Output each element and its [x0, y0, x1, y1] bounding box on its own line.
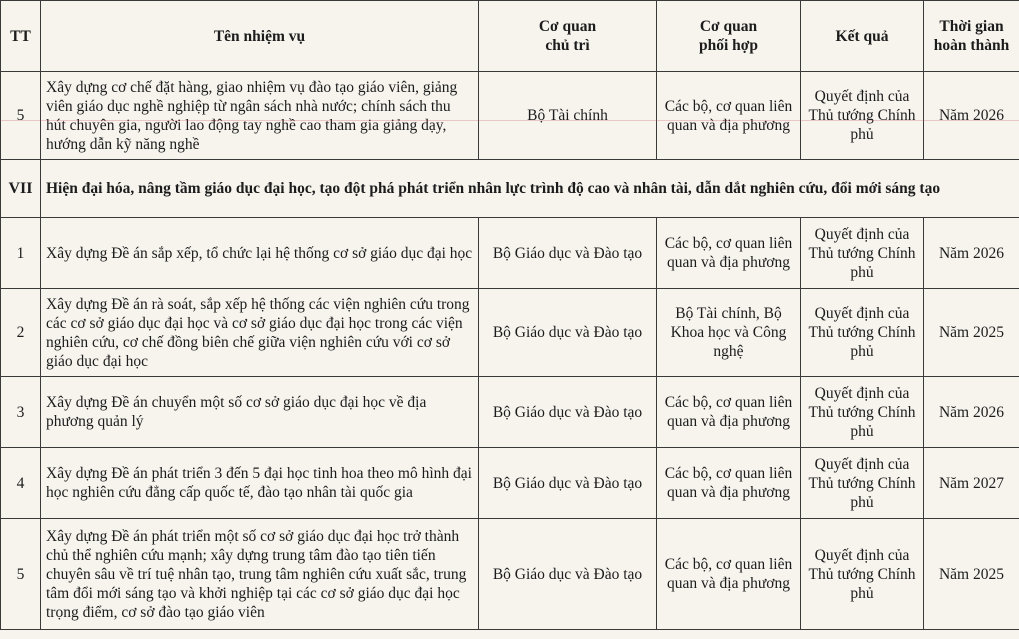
- header-tt: TT: [1, 1, 41, 72]
- header-phoihop-line1: Cơ quan: [699, 18, 758, 35]
- row-tt: 5: [1, 519, 41, 630]
- header-thoigian: [924, 1, 1019, 72]
- row-task-name: Xây dựng Đề án phát triển một số cơ sở giáo dục đại học trở thành chủ thể nghiên cứu mạnh; xây dựng trung tâm đào tạo tiên tiến chuyên sâu về trí tuệ nhân tạo, trung tâm nghiên cứu xuất sắc, trung tâm đổi mới sáng tạo và khởi nghiệp tại các cơ sở giáo dục đại học trọng điểm, cơ sở đào tạo giáo viên: [41, 519, 479, 630]
- header-row: [1, 1, 1019, 72]
- row-chutri: Bộ Giáo dục và Đào tạo: [479, 448, 657, 519]
- row-ketqua: Quyết định của Thủ tướng Chính phủ: [801, 377, 924, 448]
- table-row: [1, 519, 1019, 630]
- table-row: [1, 218, 1019, 289]
- header-chutri: [479, 1, 657, 72]
- table-row: [1, 377, 1019, 448]
- row-tt: 4: [1, 448, 41, 519]
- row-phoihop: Bộ Tài chính, Bộ Khoa học và Công nghệ: [657, 289, 801, 377]
- row-chutri: Bộ Tài chính: [479, 72, 657, 160]
- row-phoihop: Các bộ, cơ quan liên quan và địa phương: [657, 448, 801, 519]
- row-ketqua: Quyết định của Thủ tướng Chính phủ: [801, 218, 924, 289]
- row-task-name: Xây dựng Đề án sắp xếp, tổ chức lại hệ thống cơ sở giáo dục đại học: [41, 218, 479, 289]
- table-row: [1, 72, 1019, 160]
- table-row: [1, 289, 1019, 377]
- scan-artifact-line: [0, 120, 1019, 121]
- row-task-name: Xây dựng Đề án rà soát, sắp xếp hệ thống các viện nghiên cứu trong các cơ sở giáo dục đại học và cơ sở giáo dục đại học trong các viện nghiên cứu, cơ chế đồng biên chế giữa viện nghiên cứu với cơ sở giáo dục đại học: [41, 289, 479, 377]
- header-chutri-line1: Cơ quan: [538, 18, 597, 35]
- row-chutri: Bộ Giáo dục và Đào tạo: [479, 519, 657, 630]
- row-task-name: Xây dựng Đề án phát triển 3 đến 5 đại học tinh hoa theo mô hình đại học nghiên cứu đẳng cấp quốc tế, đào tạo nhân tài quốc gia: [41, 448, 479, 519]
- row-tt: 3: [1, 377, 41, 448]
- row-ketqua: Quyết định của Thủ tướng Chính phủ: [801, 519, 924, 630]
- section-row: [1, 160, 1019, 218]
- row-task-name: Xây dựng Đề án chuyển một số cơ sở giáo dục đại học về địa phương quản lý: [41, 377, 479, 448]
- header-phoihop: [657, 1, 801, 72]
- row-phoihop: Các bộ, cơ quan liên quan và địa phương: [657, 72, 801, 160]
- row-thoigian: Năm 2025: [924, 519, 1019, 630]
- row-thoigian: Năm 2025: [924, 289, 1019, 377]
- row-tt: 5: [1, 72, 41, 160]
- header-name: Tên nhiệm vụ: [41, 1, 479, 72]
- row-chutri: Bộ Giáo dục và Đào tạo: [479, 218, 657, 289]
- header-phoihop-line2: phối hợp: [699, 37, 758, 54]
- row-thoigian: Năm 2026: [924, 72, 1019, 160]
- row-phoihop: Các bộ, cơ quan liên quan và địa phương: [657, 218, 801, 289]
- row-thoigian: Năm 2026: [924, 377, 1019, 448]
- row-ketqua: Quyết định của Thủ tướng Chính phủ: [801, 448, 924, 519]
- row-chutri: Bộ Giáo dục và Đào tạo: [479, 377, 657, 448]
- row-tt: 1: [1, 218, 41, 289]
- row-chutri: Bộ Giáo dục và Đào tạo: [479, 289, 657, 377]
- header-chutri-line2: chủ trì: [545, 37, 590, 54]
- row-thoigian: Năm 2026: [924, 218, 1019, 289]
- section-tt: VII: [1, 160, 41, 218]
- header-thoigian-line2: hoàn thành: [933, 37, 1010, 54]
- row-ketqua: Quyết định của Thủ tướng Chính phủ: [801, 289, 924, 377]
- row-tt: 2: [1, 289, 41, 377]
- table-row: [1, 448, 1019, 519]
- row-ketqua: Quyết định của Thủ tướng Chính phủ: [801, 72, 924, 160]
- section-title: Hiện đại hóa, nâng tầm giáo dục đại học, tạo đột phá phát triển nhân lực trình độ cao và nhân tài, dẫn dắt nghiên cứu, đổi mới sáng tạo: [41, 160, 1019, 218]
- row-phoihop: Các bộ, cơ quan liên quan và địa phương: [657, 519, 801, 630]
- header-ketqua: Kết quả: [801, 1, 924, 72]
- header-thoigian-line1: Thời gian: [939, 18, 1004, 35]
- row-thoigian: Năm 2027: [924, 448, 1019, 519]
- row-task-name: Xây dựng cơ chế đặt hàng, giao nhiệm vụ đào tạo giáo viên, giảng viên giáo dục nghề nghiệp từ ngân sách nhà nước; chính sách thu hút chuyên gia, người lao động tay nghề cao tham gia giảng dạy, hướng dẫn kỹ năng nghề: [41, 72, 479, 160]
- row-phoihop: Các bộ, cơ quan liên quan và địa phương: [657, 377, 801, 448]
